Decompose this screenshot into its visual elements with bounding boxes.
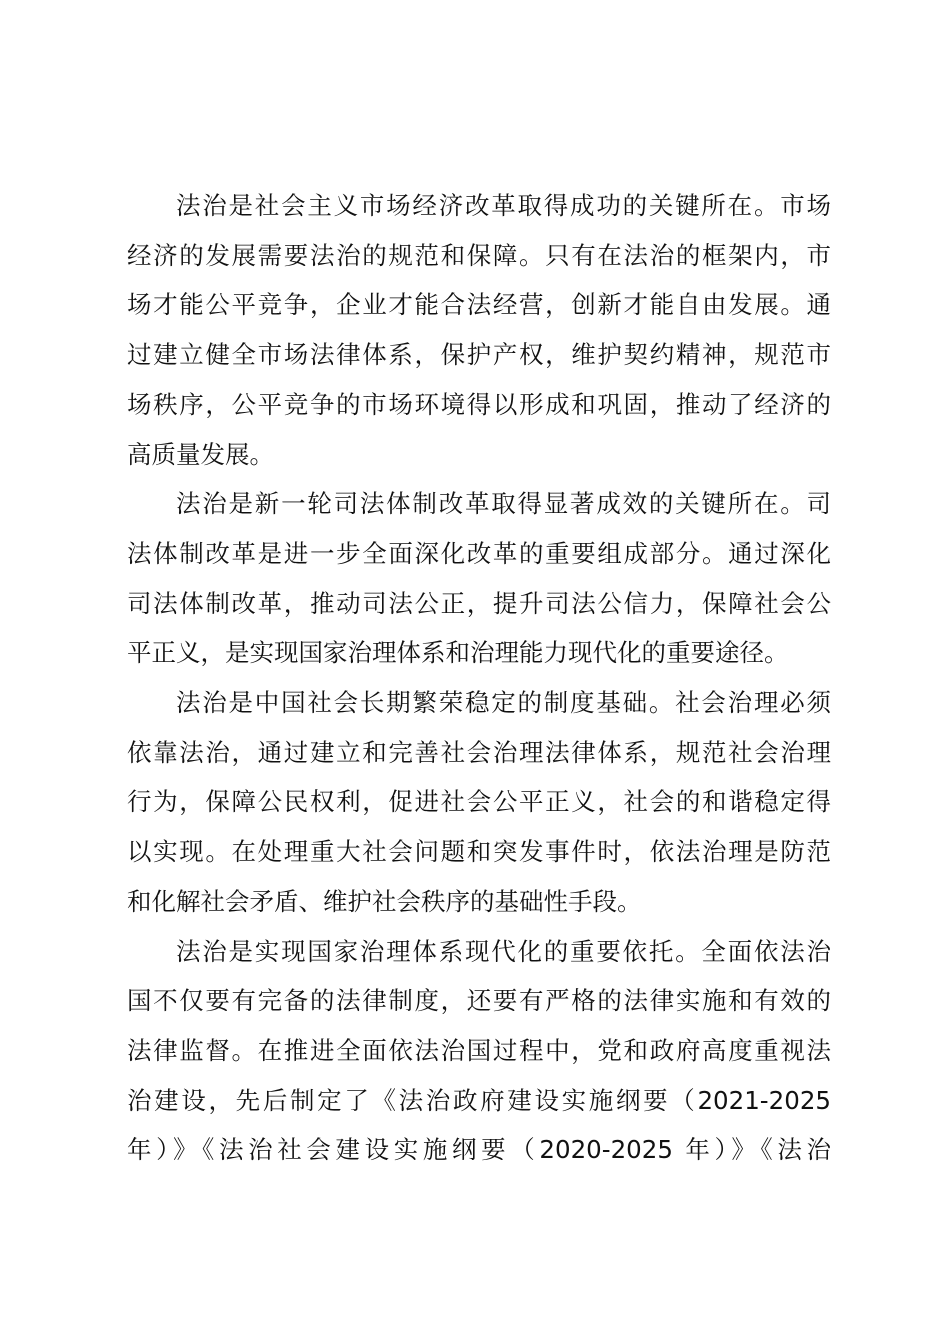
text-line: 和化解社会矛盾、维护社会秩序的基础性手段。 (127, 886, 642, 916)
text-line: 行为，保障公民权利，促进社会公平正义，社会的和谐稳定得 (127, 787, 831, 817)
paragraph-judicial-reform (127, 479, 831, 678)
text-line: 司法体制改革，推动司法公正，提升司法公信力，保障社会公 (127, 588, 831, 618)
text-line: 年）》《法治社会建设实施纲要（2020-2025 年）》《法治 (127, 1135, 831, 1165)
text-line: 场才能公平竞争，企业才能合法经营，创新才能自由发展。通 (127, 290, 831, 320)
text-line: 国不仅要有完备的法律制度，还要有严格的法律实施和有效的 (127, 986, 831, 1016)
text-line: 法治是实现国家治理体系现代化的重要依托。全面依法治 (176, 936, 831, 966)
text-line: 法体制改革是进一步全面深化改革的重要组成部分。通过深化 (127, 538, 831, 568)
text-line: 依靠法治，通过建立和完善社会治理法律体系，规范社会治理 (127, 737, 831, 767)
text-line: 以实现。在处理重大社会问题和突发事件时，依法治理是防范 (127, 837, 831, 867)
paragraph-social-stability (127, 678, 831, 927)
text-line: 法治是中国社会长期繁荣稳定的制度基础。社会治理必须 (176, 688, 831, 718)
text-line: 经济的发展需要法治的规范和保障。只有在法治的框架内，市 (127, 240, 831, 270)
text-line: 过建立健全市场法律体系，保护产权，维护契约精神，规范市 (127, 340, 831, 370)
text-line: 法治是新一轮司法体制改革取得显著成效的关键所在。司 (176, 489, 831, 519)
text-line: 治建设，先后制定了《法治政府建设实施纲要（2021-2025 (127, 1085, 831, 1115)
paragraph-market-economy (127, 181, 831, 479)
text-line: 场秩序，公平竞争的市场环境得以形成和巩固，推动了经济的 (127, 389, 831, 419)
text-line: 高质量发展。 (127, 439, 274, 469)
document-body (127, 181, 831, 1175)
paragraph-governance-modernization (127, 927, 831, 1176)
text-line: 平正义，是实现国家治理体系和治理能力现代化的重要途径。 (127, 638, 789, 668)
text-line: 法治是社会主义市场经济改革取得成功的关键所在。市场 (176, 191, 831, 220)
text-line: 法律监督。在推进全面依法治国过程中，党和政府高度重视法 (127, 1035, 831, 1065)
